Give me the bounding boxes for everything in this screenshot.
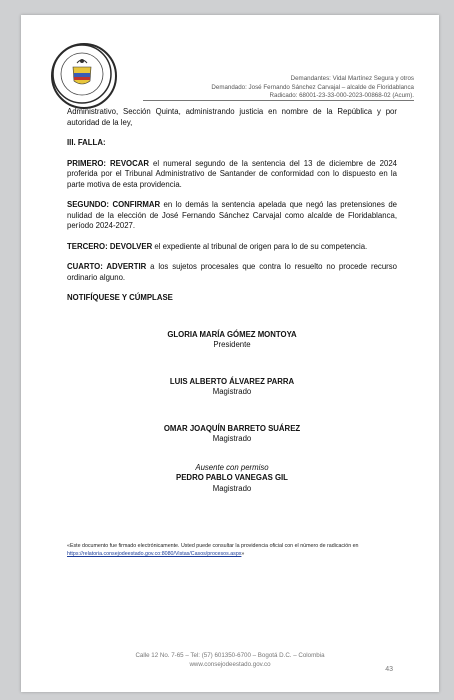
document-page — [21, 15, 439, 692]
case-header — [114, 75, 414, 101]
consejo-de-estado-seal — [51, 43, 117, 109]
header-divider — [143, 100, 414, 101]
header-case-number: Radicado: 68001-23-33-000-2023-00868-02 (Acum). — [269, 92, 414, 99]
signatory-name: GLORIA MARÍA GÓMEZ MONTOYA — [167, 329, 297, 339]
falla-heading: III. FALLA: — [67, 138, 106, 147]
signatory-name: PEDRO PABLO VANEGAS GIL — [176, 473, 288, 482]
signatory-role: Magistrado — [212, 434, 252, 443]
signatory-role: Magistrado — [212, 483, 252, 493]
page-number: 43 — [385, 666, 393, 673]
resolution-primero: PRIMERO: REVOCAR el numeral segundo de la sentencia del 13 de diciembre de 2024 proferida por el Tribunal Administrativo de Santander de conformidad con lo dispuesto en la parte motiva de esta providencia. — [67, 158, 398, 189]
signatory-name: LUIS ALBERTO ÁLVAREZ PARRA — [169, 376, 295, 386]
resolution-tercero: TERCERO: DEVOLVER el expediente al tribunal de origen para lo de su competencia. — [67, 241, 368, 251]
resolution-segundo: SEGUNDO: CONFIRMAR en lo demás la sentencia apelada que negó las pretensiones de nulidad de la elección de José Fernando Sánchez Carvajal como alcalde de Floridablanca, período 2024-2027. — [67, 200, 397, 230]
signatory-role: Presidente — [213, 340, 251, 349]
header-defendant: Demandado: José Fernando Sánchez Carvajal – alcalde de Floridablanca — [211, 83, 414, 91]
electronic-signature-note: «Este documento fue firmado electrónicamente. Usted puede consultar la providencia oficial con el número de radicación en https://relatoria.consejodeestado.gov.co:8080/Vistas/Casos/procesos.aspx» — [67, 543, 359, 557]
signature-block — [67, 463, 397, 495]
signatory-name: OMAR JOAQUÍN BARRETO SUÁREZ — [163, 423, 301, 433]
page-footer — [41, 652, 419, 669]
footer-address: Calle 12 No. 7-65 – Tel: (57) 601350-6700 – Bogotá D.C. – Colombia — [135, 652, 325, 659]
header-plaintiffs: Demandantes: Vidal Martínez Segura y otros — [290, 75, 414, 82]
footer-website: www.consejodeestado.gov.co — [189, 660, 271, 668]
signature-block — [67, 377, 397, 398]
resolution-cuarto: CUARTO: ADVERTIR a los sujetos procesales que contra lo resuelto no procede recurso ordinario alguno. — [67, 262, 397, 282]
relatoria-link[interactable]: https://relatoria.consejodeestado.gov.co:8080/Vistas/Casos/procesos.aspx — [67, 551, 242, 557]
absence-note: Ausente con permiso — [195, 462, 269, 472]
signatory-role: Magistrado — [212, 387, 252, 396]
signature-block — [67, 330, 397, 351]
document-body — [67, 107, 397, 494]
closing-formula: NOTIFÍQUESE Y CÚMPLASE — [67, 293, 173, 302]
signature-block — [67, 424, 397, 445]
intro-paragraph: Administrativo, Sección Quinta, administrando justicia en nombre de la República y por autoridad de la ley, — [67, 107, 397, 127]
